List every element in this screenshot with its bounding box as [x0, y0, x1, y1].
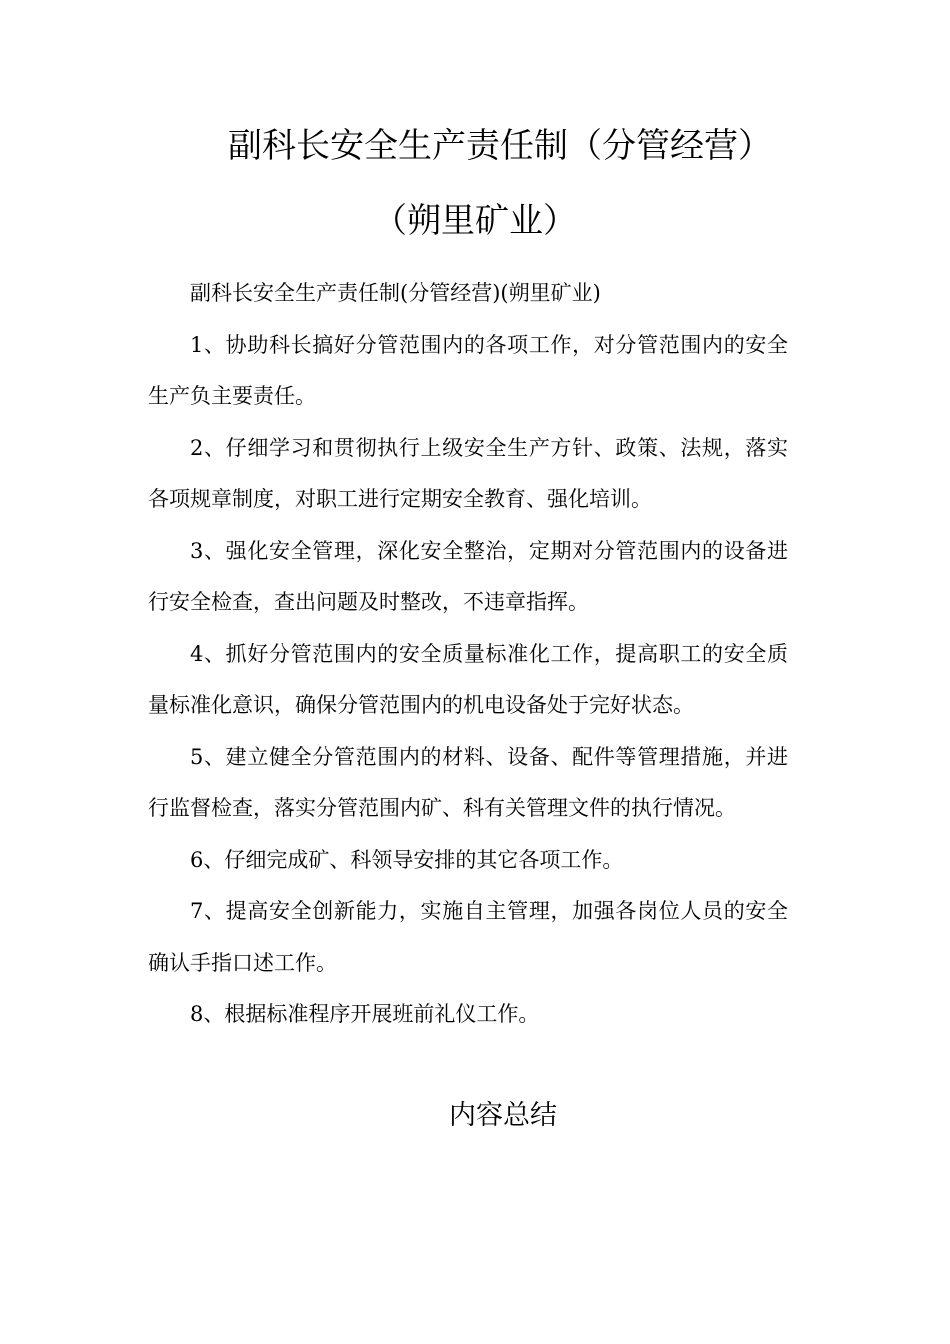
item-paragraph-8: 8、根据标准程序开展班前礼仪工作。 [190, 1002, 540, 1026]
document-title: 副科长安全生产责任制（分管经营） [228, 126, 772, 166]
item-paragraph-2: 2、仔细学习和贯彻执行上级安全生产方针、政策、法规，落实各项规章制度，对职工进行定期安全教育、强化培训。 [148, 435, 788, 511]
item-paragraph-1: 1、协助科长搞好分管范围内的各项工作，对分管范围内的安全生产负主要责任。 [148, 332, 788, 408]
intro-paragraph: 副科长安全生产责任制(分管经营)(朔里矿业) [190, 281, 601, 305]
summary-heading: 内容总结 [449, 1100, 557, 1131]
item-paragraph-5: 5、建立健全分管范围内的材料、设备、配件等管理措施，并进行监督检查，落实分管范围内矿、科有关管理文件的执行情况。 [148, 744, 788, 820]
document-body [148, 268, 788, 1041]
item-paragraph-6: 6、仔细完成矿、科领导安排的其它各项工作。 [190, 847, 624, 872]
item-paragraph-3: 3、强化安全管理，深化安全整治，定期对分管范围内的设备进行安全检查，查出问题及时整改，不违章指挥。 [148, 538, 788, 614]
document-subtitle: （朔里矿业） [373, 201, 577, 241]
item-paragraph-7: 7、提高安全创新能力，实施自主管理，加强各岗位人员的安全确认手指口述工作。 [148, 899, 788, 975]
item-paragraph-4: 4、抓好分管范围内的安全质量标准化工作，提高职工的安全质量标准化意识，确保分管范围内的机电设备处于完好状态。 [148, 641, 788, 717]
